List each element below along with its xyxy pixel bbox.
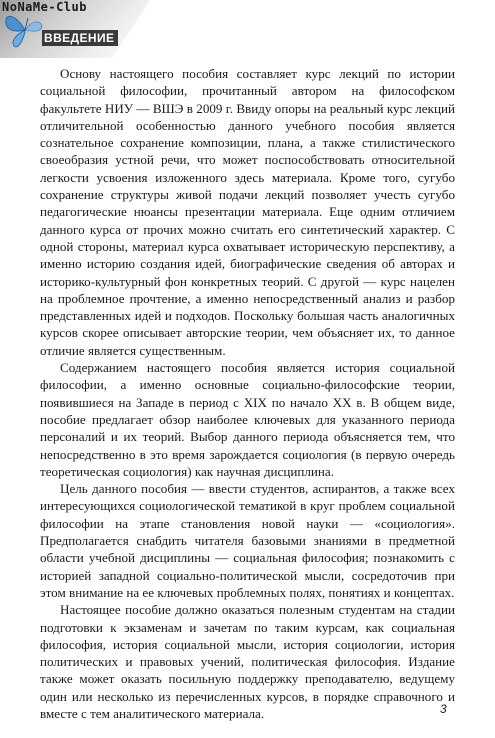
page-number: 3 <box>440 702 447 716</box>
watermark: NoNaMe-Club <box>2 0 87 14</box>
section-header: ВВЕДЕНИЕ <box>42 30 118 46</box>
paragraph: Основу настоящего пособия составляет курс лекций по истории социальной философии, прочитанный автором на философском факультете НИУ — ВШЭ в 2009 г. Ввиду опоры на реальный курс лекций отличительной особенностью данного учебного пособия является сознательное сохранение композиции, плана, а также стилистического своеобразия устной речи, что может поспособствовать относительной легкости усвоения изложенного здесь материала. Кроме того, сугубо сохранение структуры живой подачи лекций позволяет учесть сугубо педагогические нюансы презентации материала. Еще одним отличием данного курса от прочих можно считать его синтетический характер. С одной стороны, материал курса охватывает историческую перспективу, а именно историю создания идей, биографические сведения об авторах и историко-культурный фон конкретных теорий. С другой — курс нацелен на проблемное прочтение, а именно непосредственный анализ и разбор представленных идей и подходов. Поскольку большая часть аналогичных курсов скорее описывает авторские теории, чем объясняет их, то данное отличие является существенным. <box>40 66 455 358</box>
paragraph: Цель данного пособия — ввести студентов, аспирантов, а также всех интересующихся социологической тематикой в круг проблем социальной философии на этапе становления новой науки — «социология». Предполагается снабдить читателя базовыми знаниями в предметной области учебной дисциплины — социальная философия; познакомить с историей западной социально-политической мысли, сосредоточив при этом внимание на ее ключевых проблемных полях, понятиях и концептах. <box>40 481 455 600</box>
butterfly-icon <box>4 10 46 50</box>
paragraph: Настоящее пособие должно оказаться полезным студентам на стадии подготовки к экзаменам и зачетам по таким курсам, как социальная философия, история социальной мысли, история социологии, история политических и правовых учений, политическая философия. Издание также может оказать посильную поддержку преподавателю, ведущему один или несколько из перечисленных курсов, в порядке справочного и вместе с тем аналитического материала. <box>40 602 455 721</box>
main-text <box>40 65 455 722</box>
paragraph: Содержанием настоящего пособия является история социальной философии, а именно основные социально-философские теории, появившиеся на Западе в период с XIX по начало XX в. В общем виде, пособие предлагает обзор наиболее ключевых для указанного периода персоналий и их теорий. Выбор данного периода объясняется тем, что непосредственно в это время зарождается социология (в первую очередь теоретическая социология) как научная дисциплина. <box>40 360 455 479</box>
